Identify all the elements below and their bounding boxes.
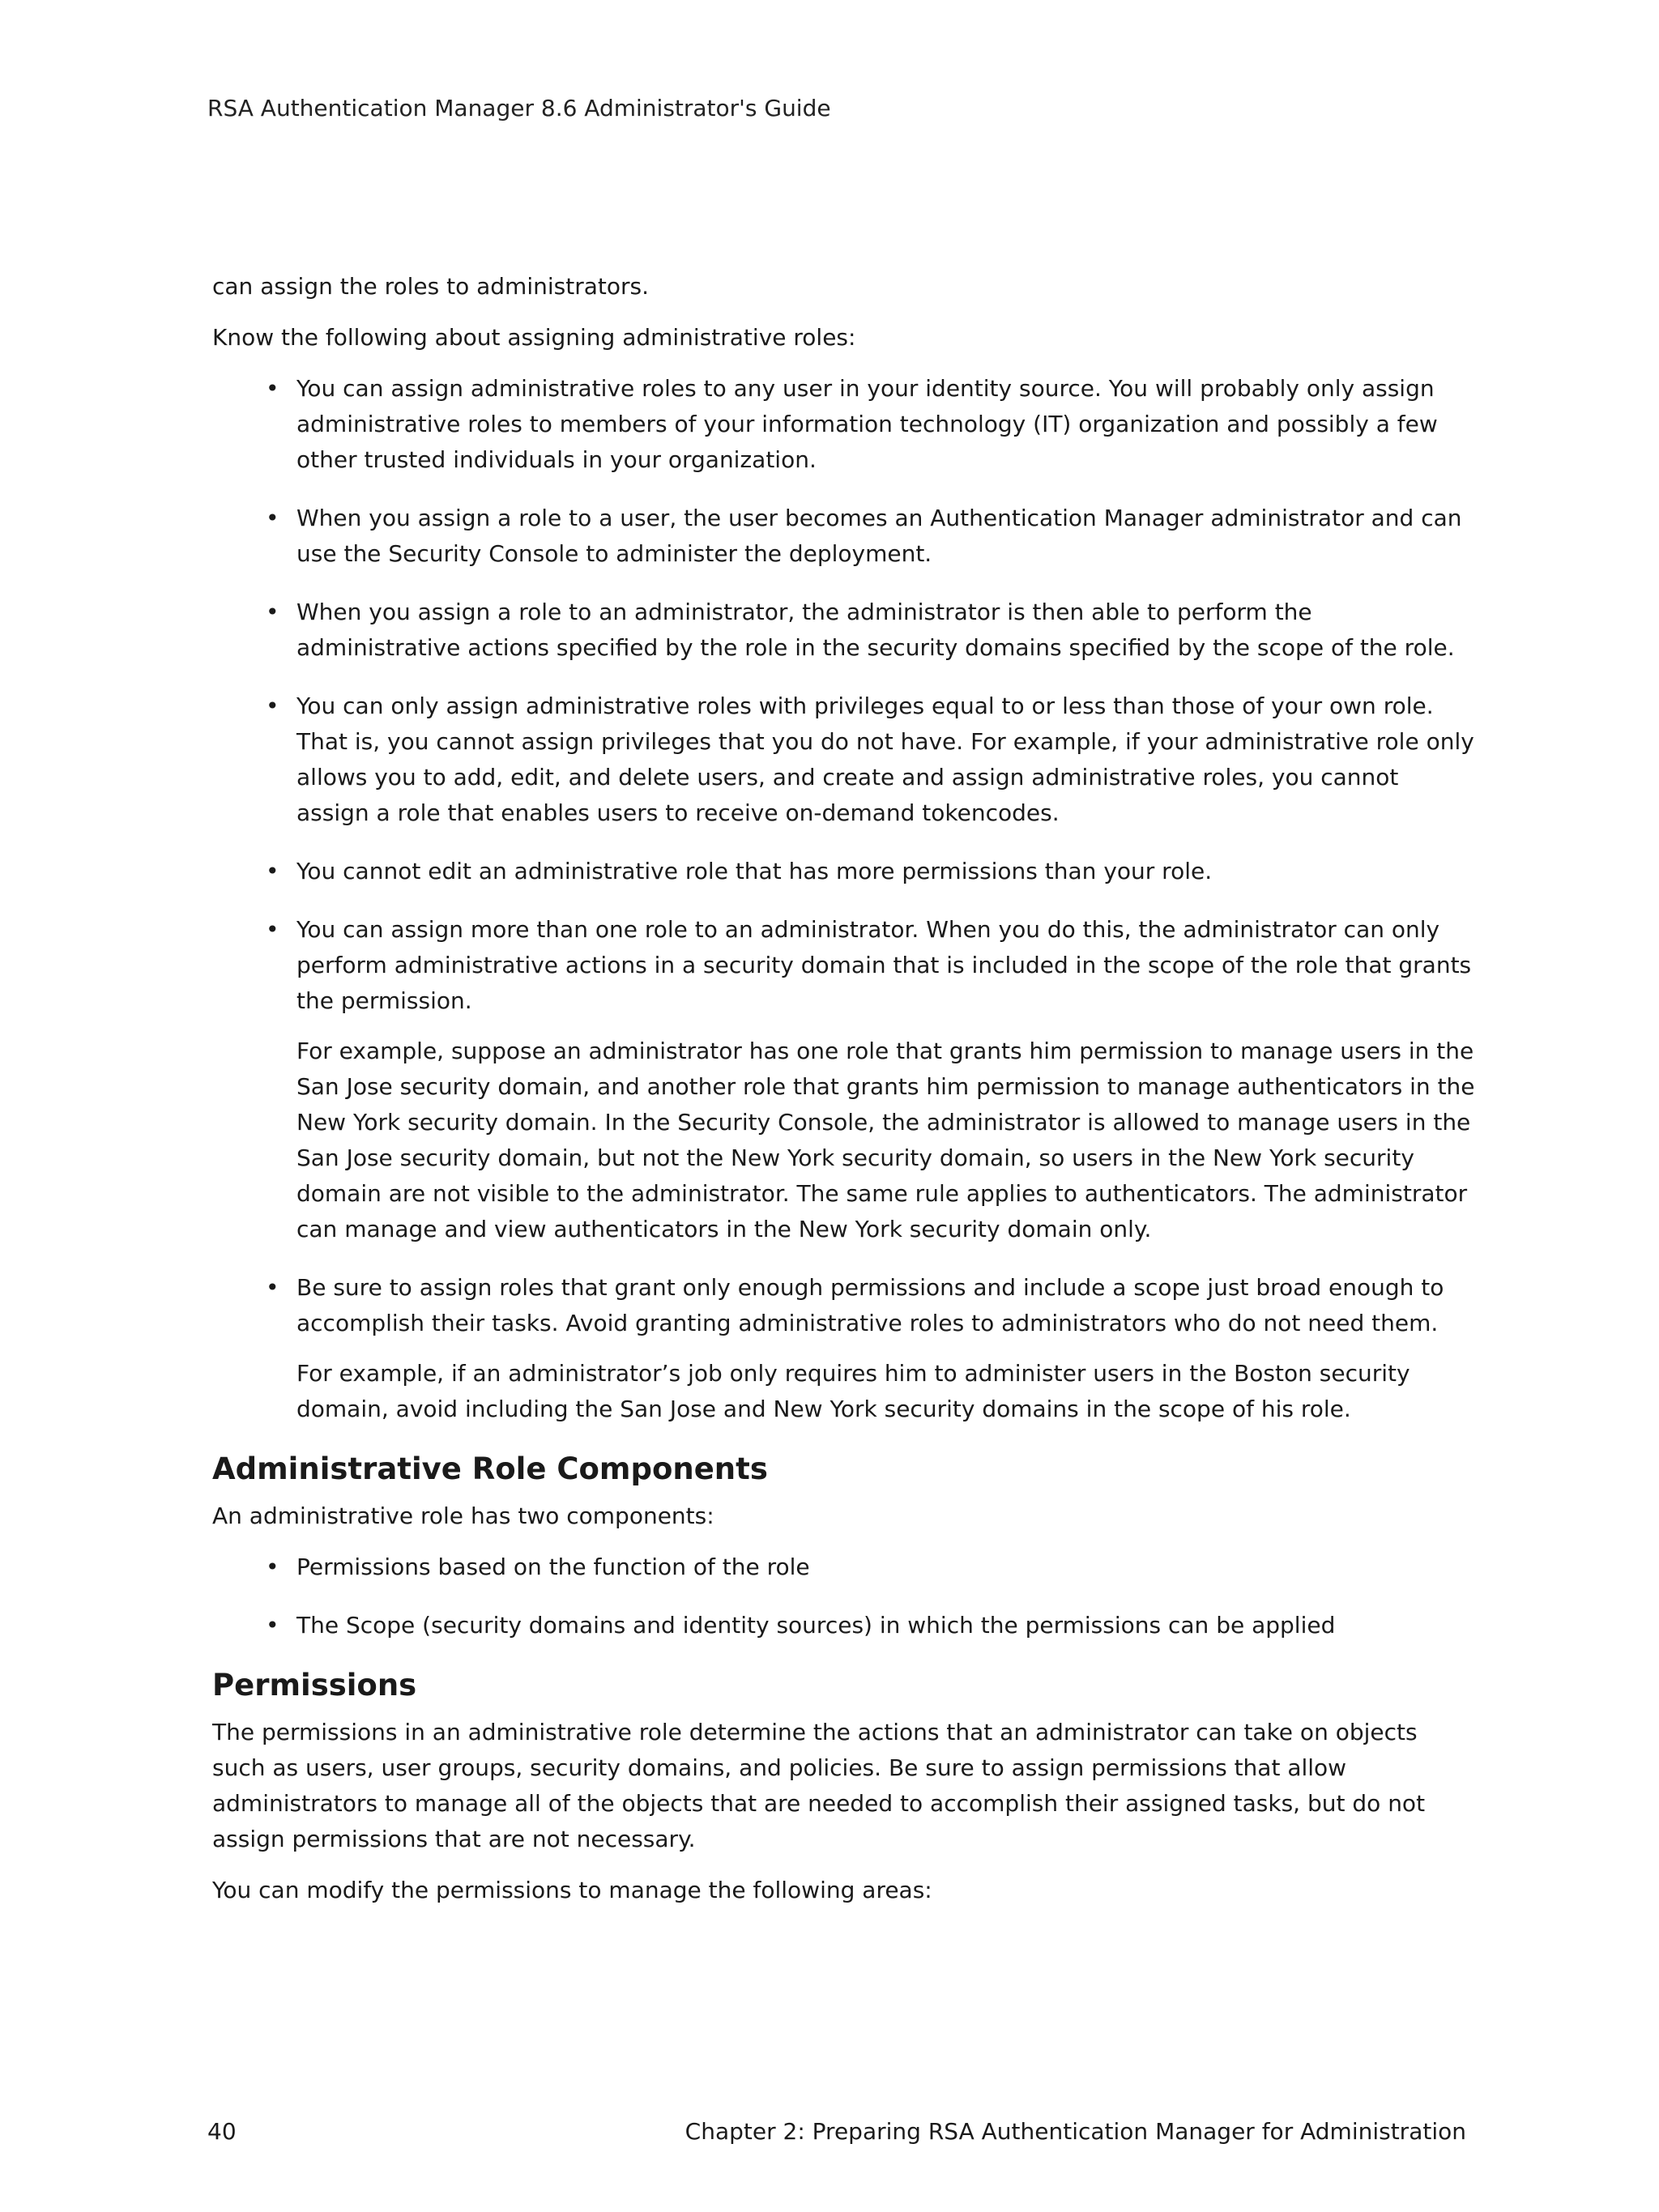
list-item [212, 912, 1476, 1247]
section-heading-components: Administrative Role Components [212, 1451, 768, 1486]
bullet-icon: • [266, 505, 279, 531]
bullet-icon: • [266, 1554, 279, 1580]
list-item-text: When you assign a role to a user, the user becomes an Authentication Manager administrator and can use the Security Console to administer the deployment. [296, 505, 1462, 567]
intro-continuation: can assign the roles to administrators. [212, 273, 649, 300]
running-header: RSA Authentication Manager 8.6 Administrator's Guide [207, 95, 831, 121]
roles-list [212, 371, 1476, 1427]
section-heading-permissions: Permissions [212, 1668, 417, 1703]
list-item-text: You can assign administrative roles to any user in your identity source. You will probably only assign administrative roles to members of your information technology (IT) organization and possibly a few other trusted individuals in your organization. [296, 375, 1438, 473]
bullet-icon: • [266, 858, 279, 884]
list-item-text: Permissions based on the function of the role [296, 1554, 810, 1580]
components-intro: An administrative role has two components: [212, 1502, 714, 1529]
bullet-icon: • [266, 599, 279, 625]
bullet-icon: • [266, 916, 279, 943]
page-content [212, 269, 1476, 1924]
bullet-icon: • [266, 693, 279, 719]
list-item [212, 1270, 1476, 1427]
list-item-text: The Scope (security domains and identity sources) in which the permissions can be applied [296, 1612, 1336, 1639]
list-item-example: For example, suppose an administrator has one role that grants him permission to manage users in the San Jose security domain, and another role that grants him permission to manage authenticators in the New York security domain. In the Security Console, the administrator is allowed to manage users in the San Jose security domain, but not the New York security domain, so users in the New York security domain are not visible to the administrator. The same rule applies to authenticators. The administrator can manage and view authenticators in the New York security domain only. [296, 1038, 1475, 1242]
chapter-footer: Chapter 2: Preparing RSA Authentication Manager for Administration [684, 2118, 1466, 2145]
list-item-text: Be sure to assign roles that grant only enough permissions and include a scope just broad enough to accomplish their tasks. Avoid granting administrative roles to administrators who do not need them. [296, 1274, 1444, 1336]
permissions-paragraph: The permissions in an administrative role determine the actions that an administrator can take on objects such as users, user groups, security domains, and policies. Be sure to assign permissions that allow administrators to manage all of the objects that are needed to accomplish their assigned tasks, but do not assign permissions that are not necessary. [212, 1719, 1426, 1852]
bullet-icon: • [266, 1274, 279, 1301]
list-item-text: When you assign a role to an administrator, the administrator is then able to perform the administrative actions specified by the role in the security domains specified by the scope of the role. [296, 599, 1455, 661]
list-item [212, 854, 1476, 889]
list-item [212, 371, 1476, 478]
permissions-areas-intro: You can modify the permissions to manage the following areas: [212, 1877, 932, 1903]
list-item-example: For example, if an administrator’s job only requires him to administer users in the Boston security domain, avoid including the San Jose and New York security domains in the scope of his role. [296, 1360, 1410, 1422]
list-item [212, 1549, 1476, 1585]
list-item [212, 501, 1476, 572]
bullet-icon: • [266, 375, 279, 402]
list-item-text: You cannot edit an administrative role that has more permissions than your role. [296, 858, 1213, 884]
list-item [212, 1608, 1476, 1643]
list-item-text: You can only assign administrative roles with privileges equal to or less than those of your own role. That is, you cannot assign privileges that you do not have. For example, if your administrative role only allows you to add, edit, and delete users, and create and assign administrative roles, you cannot assign a role that enables users to receive on-demand tokencodes. [296, 693, 1474, 826]
components-list [212, 1549, 1476, 1643]
list-item [212, 595, 1476, 666]
know-heading: Know the following about assigning administrative roles: [212, 324, 856, 351]
bullet-icon: • [266, 1612, 279, 1639]
list-item-text: You can assign more than one role to an administrator. When you do this, the administrator can only perform administrative actions in a security domain that is included in the scope of the role that grants the permission. [296, 916, 1472, 1014]
page-number: 40 [207, 2118, 237, 2145]
list-item [212, 688, 1476, 831]
